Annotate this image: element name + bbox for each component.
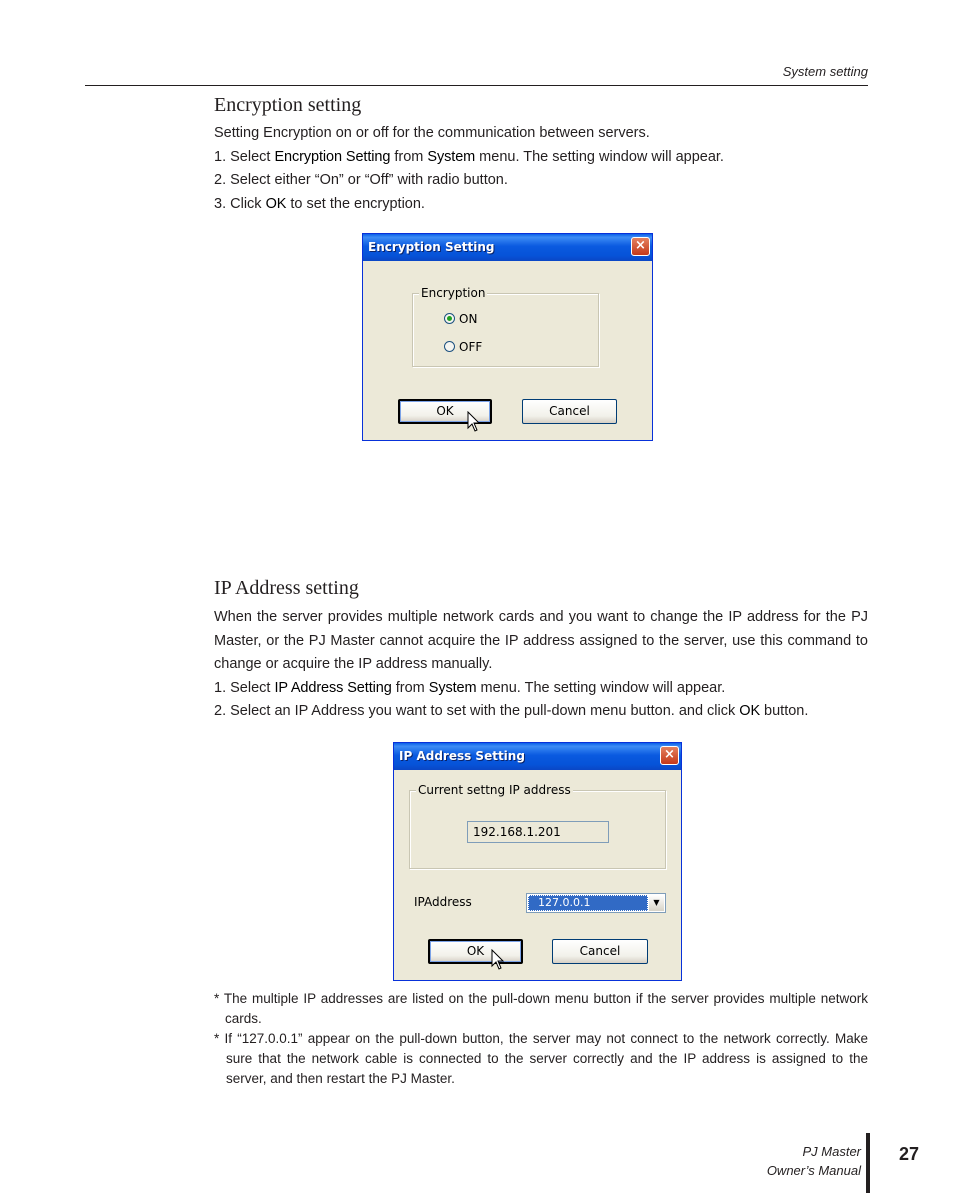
footer-manual: Owner’s Manual <box>766 1163 861 1178</box>
footnote-1: * The multiple IP addresses are listed on the pull-down menu button if the server provides multiple network cards. <box>214 991 868 1026</box>
cancel-button[interactable]: Cancel <box>522 399 617 424</box>
encryption-section-title: Encryption setting <box>214 94 362 116</box>
encryption-step-2: 2. Select either “On” or “Off” with radio button. <box>214 172 508 188</box>
encryption-instructions <box>214 122 874 216</box>
close-icon[interactable]: × <box>631 237 650 256</box>
footer-rule <box>866 1133 870 1193</box>
header-rule <box>85 85 868 86</box>
mouse-pointer-icon <box>491 949 505 971</box>
cancel-button[interactable]: Cancel <box>552 939 648 964</box>
footnote-2: * If “127.0.0.1” appear on the pull-down button, the server may not connect to the network correctly. Make sure that the network cable is connected to the server correctly and the IP address is assigned to the server, and then restart the PJ Master. <box>214 1031 868 1086</box>
ok-button[interactable]: OK <box>398 399 492 424</box>
current-ip-group-label: Current settng IP address <box>418 783 571 797</box>
encryption-group-label: Encryption <box>421 286 486 300</box>
current-ip-field: 192.168.1.201 <box>467 821 609 843</box>
radio-off-label: OFF <box>459 340 483 354</box>
ip-address-dropdown[interactable] <box>526 893 666 913</box>
dialog-title: Encryption Setting <box>363 234 652 261</box>
footnotes <box>214 989 868 1089</box>
ipaddress-step-2: 2. Select an IP Address you want to set with the pull-down menu button. and click OK button. <box>214 703 809 719</box>
ip-address-setting-dialog <box>393 742 682 981</box>
radio-off-indicator[interactable] <box>444 341 455 352</box>
encryption-step-1: 1. Select Encryption Setting from System menu. The setting window will appear. <box>214 148 724 165</box>
ipaddress-section-title: IP Address setting <box>214 577 359 599</box>
chevron-down-icon[interactable]: ▼ <box>649 895 664 911</box>
radio-on-label: ON <box>459 312 478 326</box>
page-number: 27 <box>899 1144 920 1164</box>
ok-button[interactable]: OK <box>428 939 523 964</box>
ip-address-label: IPAddress <box>414 895 472 909</box>
encryption-step-3: 3. Click OK to set the encryption. <box>214 195 425 212</box>
ipaddress-intro: When the server provides multiple network cards and you want to change the IP address for the PJ Master, or the PJ Master cannot acquire the IP address assigned to the server, use this command to change or acquire the IP address manually. <box>214 609 868 672</box>
ipaddress-step-1: 1. Select IP Address Setting from System menu. The setting window will appear. <box>214 679 726 696</box>
encryption-intro: Setting Encryption on or off for the communication between servers. <box>214 125 650 141</box>
close-icon[interactable]: × <box>660 746 679 765</box>
current-ip-groupbox <box>409 783 666 869</box>
ip-address-selected[interactable]: 127.0.0.1 <box>528 895 648 911</box>
radio-on-indicator[interactable] <box>444 313 455 324</box>
encryption-groupbox <box>412 286 599 367</box>
ipaddress-instructions <box>214 606 868 724</box>
dialog-title: IP Address Setting <box>394 743 681 770</box>
mouse-pointer-icon <box>467 411 481 433</box>
running-header: System setting <box>782 64 868 79</box>
encryption-setting-dialog <box>362 233 653 441</box>
footer-product: PJ Master <box>802 1144 861 1159</box>
